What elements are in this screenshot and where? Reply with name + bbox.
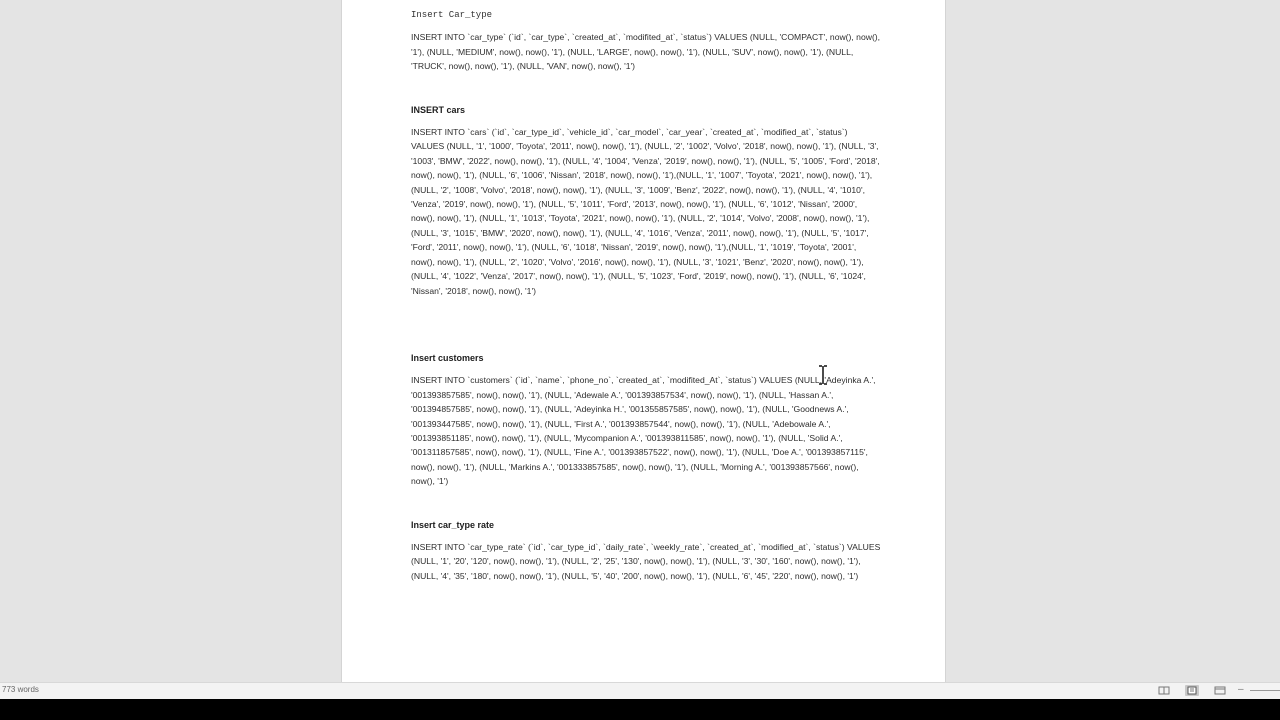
section-insert-car-type — [411, 8, 881, 74]
section-heading: INSERT cars — [411, 104, 466, 115]
section-insert-customers — [411, 351, 881, 489]
status-bar — [0, 682, 1280, 699]
zoom-slider[interactable] — [1250, 690, 1280, 691]
read-mode-icon — [1157, 685, 1171, 696]
section-heading: Insert customers — [411, 352, 484, 363]
document-page[interactable] — [341, 0, 946, 682]
sql-statement: INSERT INTO `cars` (`id`, `car_type_id`, `vehicle_id`, `car_model`, `car_year`, `created_at`, `modified_at`, `status`) VALUES (NULL, '1', '1000', 'Toyota', '2011', now(), now(), '1'), (NULL, '2', '1002', 'Volvo', '2018', now(), now(), '1'), (NULL, '3', '1003', 'BMW', '2022', now(), now(), '1'), (NULL, '4', '1004', 'Venza', '2019', now(), now(), '1'), (NULL, '5', '1005', 'Ford', '2018', now(), now(), '1'), (NULL, '6', '1006', 'Nissan', '2018', now(), now(), '1'),(NULL, '1', '1007', 'Toyota', '2021', now(), now(), '1'), (NULL, '2', '1008', 'Volvo', '2018', now(), now(), '1'), (NULL, '3', '1009', 'Benz', '2022', now(), now(), '1'), (NULL, '4', '1010', 'Venza', '2019', now(), now(), '1'), (NULL, '5', '1011', 'Ford', '2013', now(), now(), '1'), (NULL, '6', '1012', 'Nissan', '2000', now(), now(), '1'), (NULL, '1', '1013', 'Toyota', '2021', now(), now(), '1'), (NULL, '2', '1014', 'Volvo', '2008', now(), now(), '1'), (NULL, '3', '1015', 'BMW', '2020', now(), now(), '1'), (NULL, '4', '1016', 'Venza', '2011', now(), now(), '1'), (NULL, '5', '1017', 'Ford', '2011', now(), now(), '1'), (NULL, '6', '1018', 'Nissan', '2019', now(), now(), '1'),(NULL, '1', '1019', 'Toyota', '2001', now(), now(), '1'), (NULL, '2', '1020', 'Volvo', '2016', now(), now(), '1'), (NULL, '3', '1021', 'Benz', '2020', now(), now(), '1'), (NULL, '4', '1022', 'Venza', '2017', now(), now(), '1'), (NULL, '5', '1023', 'Ford', '2019', now(), now(), '1'), (NULL, '6', '1024', 'Nissan', '2018', now(), now(), '1') — [411, 127, 880, 296]
zoom-out-button[interactable]: – — [1238, 684, 1244, 695]
section-heading: Insert car_type rate — [411, 519, 495, 530]
section-insert-cars — [411, 103, 881, 298]
section-insert-car-type-rate — [411, 518, 881, 584]
sql-statement: INSERT INTO `car_type` (`id`, `car_type`, `created_at`, `modifited_at`, `status`) VALUES (NULL, 'COMPACT', now(), now(), '1'), (NULL, 'MEDIUM', now(), now(), '1'), (NULL, 'LARGE', now(), now(), '1'), (NULL, 'SUV', now(), now(), '1'), (NULL, 'TRUCK', now(), now(), '1'), (NULL, 'VAN', now(), now(), '1') — [411, 32, 881, 72]
sql-statement: INSERT INTO `customers` (`id`, `name`, `phone_no`, `created_at`, `modifited_At`, `status`) VALUES (NULL, 'Adeyinka A.', '001393857585', now(), now(), '1'), (NULL, 'Adewale A.', '001393857534', now(), now(), '1'), (NULL, 'Hassan A.', '001394857585', now(), now(), '1'), (NULL, 'Adeyinka H.', '001355857585', now(), now(), '1'), (NULL, 'Goodnews A.', '001393447585', now(), now(), '1'), (NULL, 'First A.', '001393857544', now(), now(), '1'), (NULL, 'Adebowale A.', '001393851185', now(), now(), '1'), (NULL, 'Mycompanion A.', '001393811585', now(), now(), '1'), (NULL, 'Solid A.', '001311857585', now(), now(), '1'), (NULL, 'Fine A.', '001393857522', now(), now(), '1'), (NULL, 'Doe A.', '001393857115', now(), now(), '1'), (NULL, 'Markins A.', '001333857585', now(), now(), '1'), (NULL, 'Morning A.', '001393857566', now(), now(), '1') — [411, 375, 876, 487]
sql-statement: INSERT INTO `car_type_rate` (`id`, `car_type_id`, `daily_rate`, `weekly_rate`, `created_at`, `modified_at`, `status`) VALUES (NULL, '1', '20', '120', now(), now(), '1'), (NULL, '2', '25', '130', now(), now(), '1'), (NULL, '3', '30', '160', now(), now(), '1'), (NULL, '4', '35', '180', now(), now(), '1'), (NULL, '5', '40', '200', now(), now(), '1'), (NULL, '6', '45', '220', now(), now(), '1') — [411, 541, 881, 581]
print-layout-button[interactable] — [1185, 685, 1199, 696]
web-layout-button[interactable] — [1213, 685, 1227, 696]
word-count[interactable]: 773 words — [2, 685, 39, 694]
section-heading: Insert Car_type — [411, 10, 493, 20]
print-layout-icon — [1185, 685, 1199, 696]
web-layout-icon — [1213, 685, 1227, 696]
page-content[interactable] — [411, 8, 881, 583]
screen-bottom-edge — [0, 699, 1280, 720]
text-cursor-icon — [816, 365, 830, 385]
read-mode-button[interactable] — [1157, 685, 1171, 696]
